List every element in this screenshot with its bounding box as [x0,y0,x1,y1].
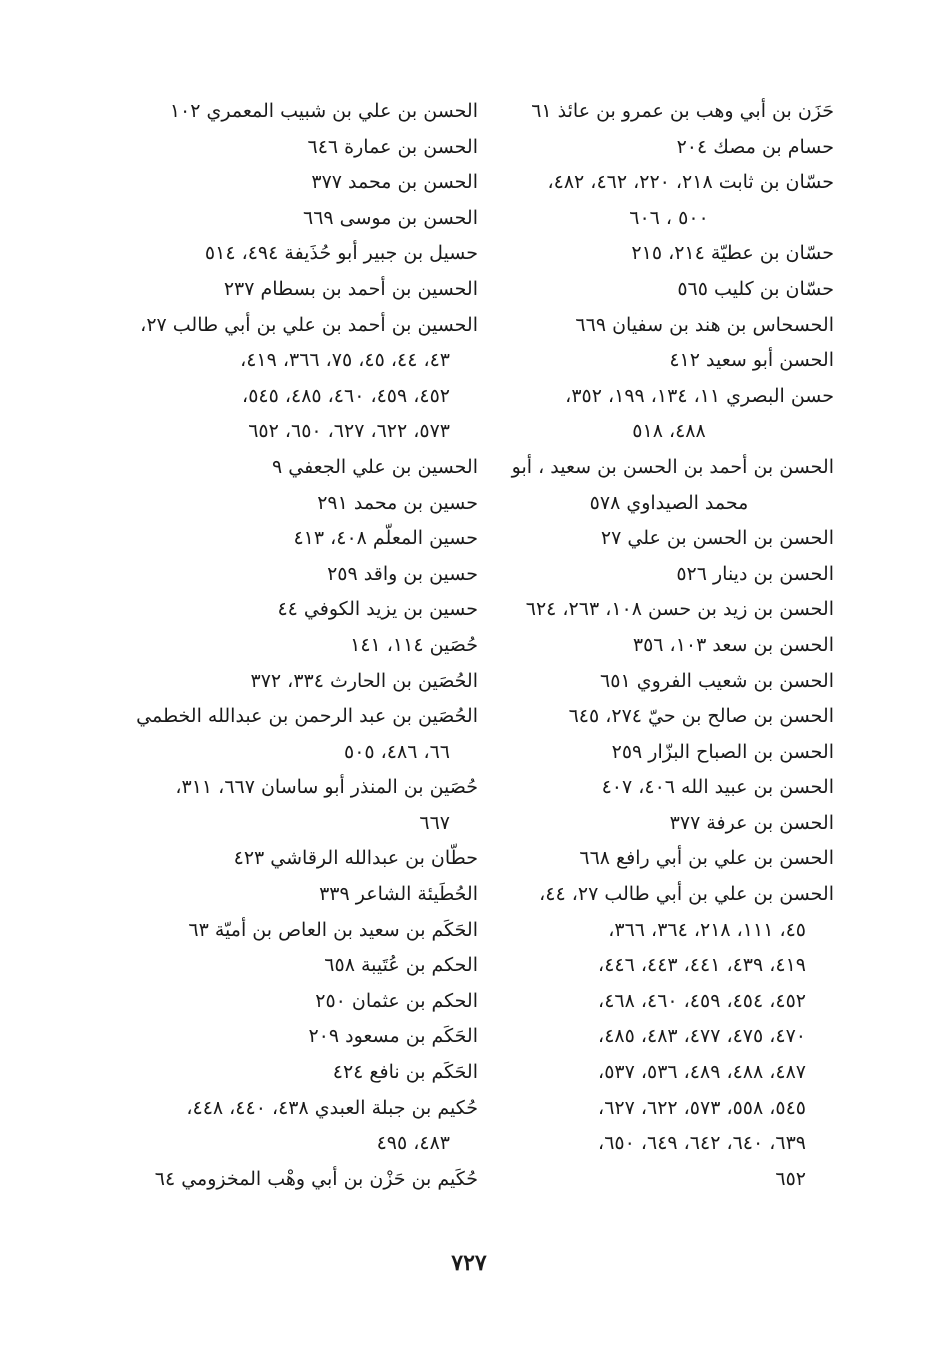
index-entry: الحسين بن أحمد بن بسطام ٢٣٧ [223,277,478,300]
index-entry-continuation: ٤٨٣، ٤٩٥ [376,1132,450,1155]
index-entry: الحسن بن عمارة ٦٤٦ [307,135,478,158]
index-entry: حُصَين بن المنذر أبو ساسان ٦٦٧، ٣١١، [175,776,478,799]
index-entry: الحُطَيئة الشاعر ٣٣٩ [319,883,478,906]
index-entry: حسن البصري ١١، ١٣٤، ١٩٩، ٣٥٢، [565,384,834,407]
index-entry: الحسن بن زيد بن حسن ١٠٨، ٢٦٣، ٦٢٤ [525,598,834,621]
index-entry: الحسن بن الحسن بن علي ٢٧ [600,527,834,550]
index-entry: حسام بن مصك ٢٠٤ [676,135,834,158]
index-entry: الحسن بن دينار ٥٢٦ [676,562,834,585]
index-entry-continuation: ٤٥، ١١١، ٢١٨، ٣٦٤، ٣٦٦، [608,918,806,941]
index-entry: الحسن بن علي بن أبي رافع ٦٦٨ [579,847,834,870]
index-entry: الحَكَم بن مسعود ٢٠٩ [308,1025,478,1048]
index-entry-continuation: ٦٣٩، ٦٤٠، ٦٤٢، ٦٤٩، ٦٥٠، [598,1132,806,1155]
page-number: ٧٢٧ [451,1250,487,1276]
index-entry: الحكم بن عثمان ٢٥٠ [315,989,478,1012]
index-entry-continuation: ٤٣، ٤٤، ٤٥، ٧٥، ٣٦٦، ٤١٩، [240,349,450,372]
index-entry: حسّان بن ثابت ٢١٨، ٢٢٠، ٤٦٢، ٤٨٢، [547,171,834,194]
index-entry: الحكم بن عُتَيبة ٦٥٨ [324,954,478,977]
index-entry: الحسن بن شعيب الفروي ٦٥١ [600,669,834,692]
index-entry-continuation: ٤٨٧، ٤٨٨، ٤٨٩، ٥٣٦، ٥٣٧، [598,1061,806,1084]
index-entry: حُكَيم بن حَزْن بن أبي وهْب المخزومي ٦٤ [154,1167,478,1190]
index-entry: حُصَين ١١٤، ١٤١ [350,633,478,656]
index-column-left [138,94,478,1197]
index-entry: حسين بن يزيد الكوفي ٤٤ [277,598,478,621]
index-entry-continuation: ٤٥٢، ٤٥٩، ٤٦٠، ٤٨٥، ٥٤٥، [242,384,450,407]
index-entry: حسين بن محمد ٢٩١ [317,491,478,514]
index-entry: الحسن بن عرفة ٣٧٧ [669,811,834,834]
index-entry: الحسين بن أحمد بن علي بن أبي طالب ٢٧، [140,313,478,336]
index-entry-continuation: ٤٨٨، ٥١٨ [632,420,706,443]
index-entry: حسّان بن كليب ٥٦٥ [677,277,834,300]
index-entry: حسين بن واقد ٢٥٩ [327,562,478,585]
index-entry-continuation: ٤٧٠، ٤٧٥، ٤٧٧، ٤٨٣، ٤٨٥، [598,1025,806,1048]
index-entry: الحسحاس بن هند بن سفيان ٦٦٩ [575,313,834,336]
index-entry-continuation: ٥٧٣، ٦٢٢، ٦٢٧، ٦٥٠، ٦٥٢ [248,420,450,443]
index-entry-continuation: ٤١٩، ٤٣٩، ٤٤١، ٤٤٣، ٤٤٦، [598,954,806,977]
index-entry-continuation: محمد الصيداوي ٥٧٨ [589,491,749,514]
index-entry-continuation: ٤٥٢، ٤٥٤، ٤٥٩، ٤٦٠، ٤٦٨، [598,989,806,1012]
index-entry: الحسن بن موسى ٦٦٩ [303,206,478,229]
index-column-right [504,94,834,1197]
index-entry: الحسن بن صالح بن حيّ ٢٧٤، ٦٤٥ [568,705,834,728]
index-entry: الحسن بن علي بن أبي طالب ٢٧، ٤٤، [539,883,834,906]
index-entry-continuation: ٦٦٧ [419,811,450,834]
index-entry: الحسن بن أحمد بن الحسن بن سعيد ، أبو [511,455,834,478]
index-entry: حسيل بن جبير أبو حُذَيفة ٤٩٤، ٥١٤ [204,242,478,265]
index-entry: الحسن بن الصباح البزّار ٢٥٩ [611,740,834,763]
index-entry: حسين المعلّم ٤٠٨، ٤١٣ [293,527,478,550]
index-entry: الحسن بن عبيد الله ٤٠٦، ٤٠٧ [601,776,834,799]
index-entry: الحسن بن محمد ٣٧٧ [311,171,478,194]
index-entry: الحَكَم بن سعيد بن العاص بن أميّة ٦٣ [188,918,478,941]
index-entry: الحسن بن علي بن شبيب المعمري ١٠٢ [169,100,478,122]
index-entry: الحُصَين بن الحارث ٣٣٤، ٣٧٢ [250,669,478,692]
index-entry: الحسين بن علي الجعفي ٩ [271,455,478,478]
index-entry: الحَكَم بن نافع ٤٢٤ [332,1061,478,1084]
index-entry: حسّان بن عطيّة ٢١٤، ٢١٥ [631,242,834,265]
index-entry-continuation: ٦٥٢ [775,1167,806,1190]
index-entry: الحُصَين بن عبد الرحمن بن عبدالله الخطمي [136,705,478,728]
index-entry: الحسن بن سعد ١٠٣، ٣٥٦ [632,633,834,656]
index-entry: حطّان بن عبدالله الرقاشي ٤٢٣ [233,847,478,870]
index-entry-continuation: ٦٦، ٤٨٦، ٥٠٥ [343,740,450,763]
index-entry-continuation: ٥٤٥، ٥٥٨، ٥٧٣، ٦٢٢، ٦٢٧، [598,1096,806,1119]
index-entry-continuation: ٥٠٠ ، ٦٠٦ [629,206,709,229]
index-entry: حَزَن بن أبي وهب بن عمرو بن عائذ ٦١ [531,100,834,122]
index-entry: حُكيم بن جبلة العبدي ٤٣٨، ٤٤٠، ٤٤٨، [186,1096,478,1119]
index-entry: الحسن أبو سعيد ٤١٢ [669,349,834,372]
